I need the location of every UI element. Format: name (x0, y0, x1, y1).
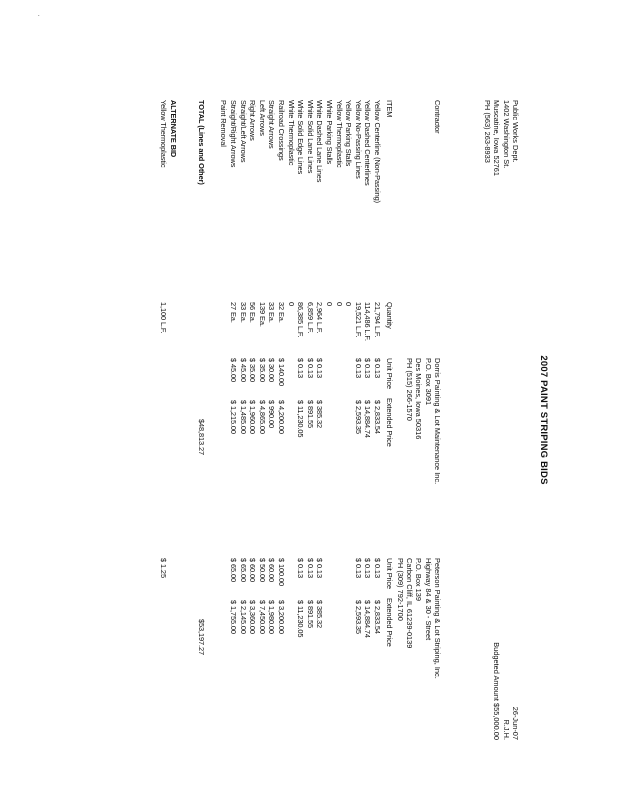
item-name: White Dashed Lane Lines (315, 100, 325, 183)
item-extended-price-1: $ 14,884.74 (363, 400, 373, 438)
item-quantity: 114,486 L.F. (363, 302, 373, 341)
item-name: Railroad Crossings (277, 100, 286, 161)
corner-mark: . (38, 12, 40, 18)
item-quantity: 27 Ea. (229, 302, 238, 323)
item-unit-price-2: $ 65.00 (229, 558, 238, 582)
total-contractor-2: $53,197.27 (197, 619, 206, 655)
item-quantity: 86,385 L.F. (296, 302, 306, 338)
item-unit-price-2: $ 0.13 (353, 558, 363, 578)
item-extended-price-1: $ 1,215.00 (229, 400, 238, 434)
item-name: Paint Removal (219, 100, 229, 147)
item-extended-price-2: $ 3,200.00 (277, 600, 286, 634)
item-quantity: 0 (344, 302, 354, 307)
item-unit-price-1: $ 45.00 (229, 358, 238, 382)
owner-address (483, 100, 520, 176)
budgeted-amount: Budgeted Amount $55,000.00 (492, 642, 502, 740)
item-extended-price-2: $ 891.55 (305, 600, 315, 628)
contractor-line: P.O. Box 139 (414, 558, 424, 602)
item-name: White Thermoplastic (286, 100, 296, 166)
item-unit-price-1: $ 45.00 (238, 358, 248, 382)
item-extended-price-1: $ 4,865.00 (257, 400, 267, 434)
item-name: Yellow Parking Stalls (344, 100, 354, 167)
item-quantity: 33 Ea. (267, 302, 277, 323)
item-name: Straight/Right Arrows (229, 100, 238, 168)
item-unit-price-2: $ 60.00 (267, 558, 277, 582)
item-name: White Solid Lane Lines (305, 100, 315, 174)
header-extended-price-1: Extended Price (385, 398, 394, 447)
alternate-item: Yellow Thermoplastic (159, 100, 168, 168)
item-unit-price-1: $ 0.13 (305, 358, 315, 378)
alternate-unit-price-2: $ 1.25 (159, 558, 168, 578)
rotated-bid-sheet (58, 80, 558, 760)
total-contractor-1: $48,813.27 (197, 419, 206, 455)
item-unit-price-2: $ 0.13 (363, 558, 373, 578)
bid-info (492, 620, 520, 740)
contractor-line: Carbon Cliff, IL 61239-0139 (405, 558, 415, 649)
item-extended-price-2: $ 1,755.00 (229, 600, 238, 634)
item-extended-price-1: $ 2,833.54 (373, 400, 382, 434)
item-extended-price-2: $ 385.32 (315, 600, 325, 628)
item-name: Yellow Centerline (Non-Passing) (373, 100, 382, 204)
item-unit-price-2: $ 0.13 (373, 558, 382, 578)
item-name: Yellow Dashed Centerlines (363, 100, 373, 186)
owner-line: Muscatine, Iowa 52761 (492, 100, 502, 177)
item-unit-price-1: $ 0.13 (353, 358, 363, 378)
item-extended-price-2: $ 7,450.00 (257, 600, 267, 634)
header-unit-price-2: Unit Price (385, 558, 394, 590)
item-quantity: 139 Ea. (257, 302, 267, 327)
owner-line: Public Works Dept. (511, 100, 520, 163)
item-quantity: 19,521 L.F. (353, 302, 363, 338)
item-extended-price-2: $ 3,360.00 (248, 600, 258, 634)
item-unit-price-1: $ 0.13 (363, 358, 373, 378)
item-extended-price-2: $ 1,980.00 (267, 600, 277, 634)
item-unit-price-1: $ 35.00 (248, 358, 258, 382)
contractor-line: P.O. Box 3091 (423, 358, 433, 406)
contractor-line: PH (515) 266-1570 (405, 358, 415, 421)
item-name: Yellow No-Passing Lines (353, 100, 363, 179)
contractor-line: PH (309) 792-1700 (395, 558, 405, 621)
page-title: 2007 PAINT STRIPING BIDS (538, 355, 549, 485)
alternate-bid-label: ALTERNATE BID (169, 100, 178, 158)
item-quantity: 21,794 L.F. (373, 302, 382, 338)
item-name: Straight/Left Arrows (238, 100, 248, 163)
item-unit-price-2: $ 0.13 (315, 558, 325, 578)
contractor-1-info (405, 358, 442, 484)
item-unit-price-1: $ 0.13 (373, 358, 382, 378)
item-unit-price-1: $ 30.00 (267, 358, 277, 382)
item-extended-price-2: $ 2,145.00 (238, 600, 248, 634)
owner-line: 1402 Washington St. (501, 100, 511, 169)
item-extended-price-1: $ 4,200.00 (277, 400, 286, 434)
contractor-line: Des Moines, Iowa 50316 (414, 358, 424, 440)
alternate-quantity: 1,100 L.F. (159, 302, 168, 334)
item-extended-price-1: $ 891.55 (305, 400, 315, 428)
item-name: White Parking Stalls (325, 100, 334, 165)
item-name: Yellow Thermoplastic (334, 100, 344, 168)
item-unit-price-1: $ 140.00 (277, 358, 286, 386)
owner-line: PH (563) 263-8933 (483, 100, 493, 163)
item-quantity: 0 (334, 302, 344, 307)
item-extended-price-1: $ 385.32 (315, 400, 325, 428)
contractor-line: Dorris Painting & Lot Maintenance Inc. (433, 358, 442, 485)
item-name: White Solid Edge Lines (296, 100, 306, 175)
item-unit-price-2: $ 0.13 (305, 558, 315, 578)
item-unit-price-1: $ 0.13 (296, 358, 306, 378)
item-unit-price-1: $ 35.00 (257, 358, 267, 382)
item-quantity: 33 Ea. (238, 302, 248, 323)
item-unit-price-1: $ 0.13 (315, 358, 325, 378)
item-quantity: 32 Ea. (277, 302, 286, 323)
item-extended-price-1: $ 1,960.00 (248, 400, 258, 434)
header-item: ITEM (385, 100, 394, 118)
item-extended-price-1: $ 1,485.00 (238, 400, 248, 434)
item-extended-price-2: $ 2,593.35 (353, 600, 363, 634)
bid-date: 26-Jun-07 (511, 706, 520, 740)
item-extended-price-1: $ 11,230.05 (296, 400, 306, 438)
item-unit-price-2: $ 50.00 (257, 558, 267, 582)
item-quantity: 56 Ea. (248, 302, 258, 323)
item-name: Left Arrows (257, 100, 267, 136)
header-quantity: Quantity (385, 302, 394, 329)
item-unit-price-2: $ 100.00 (277, 558, 286, 586)
item-quantity: 6,859 L.F. (305, 302, 315, 334)
item-extended-price-1: $ 990.00 (267, 400, 277, 428)
contractor-line: Highway 84 & 30 - Street (423, 558, 433, 641)
contractor-2-info (396, 558, 442, 679)
item-extended-price-2: $ 11,230.05 (296, 600, 306, 638)
item-quantity: 2,964 L.F. (315, 302, 325, 334)
item-unit-price-2: $ 0.13 (296, 558, 306, 578)
item-extended-price-1: $ 2,593.35 (353, 400, 363, 434)
header-extended-price-2: Extended Price (385, 598, 394, 647)
contractor-label: Contractor (433, 100, 442, 134)
total-label: TOTAL (Lines and Other) (197, 100, 206, 185)
item-unit-price-2: $ 60.00 (248, 558, 258, 582)
item-extended-price-2: $ 2,833.54 (373, 600, 382, 634)
item-quantity: 0 (325, 302, 334, 307)
header-unit-price-1: Unit Price (385, 358, 394, 390)
bid-initials: R.J.H. (501, 719, 511, 740)
item-quantity: 0 (286, 302, 296, 307)
item-unit-price-2: $ 65.00 (238, 558, 248, 582)
item-extended-price-2: $ 14,884.74 (363, 600, 373, 638)
item-name: Straight Arrows (267, 100, 277, 149)
contractor-line: Peterson Painting & Lot Striping, Inc. (433, 558, 442, 679)
item-name: Right Arrows (248, 100, 258, 141)
